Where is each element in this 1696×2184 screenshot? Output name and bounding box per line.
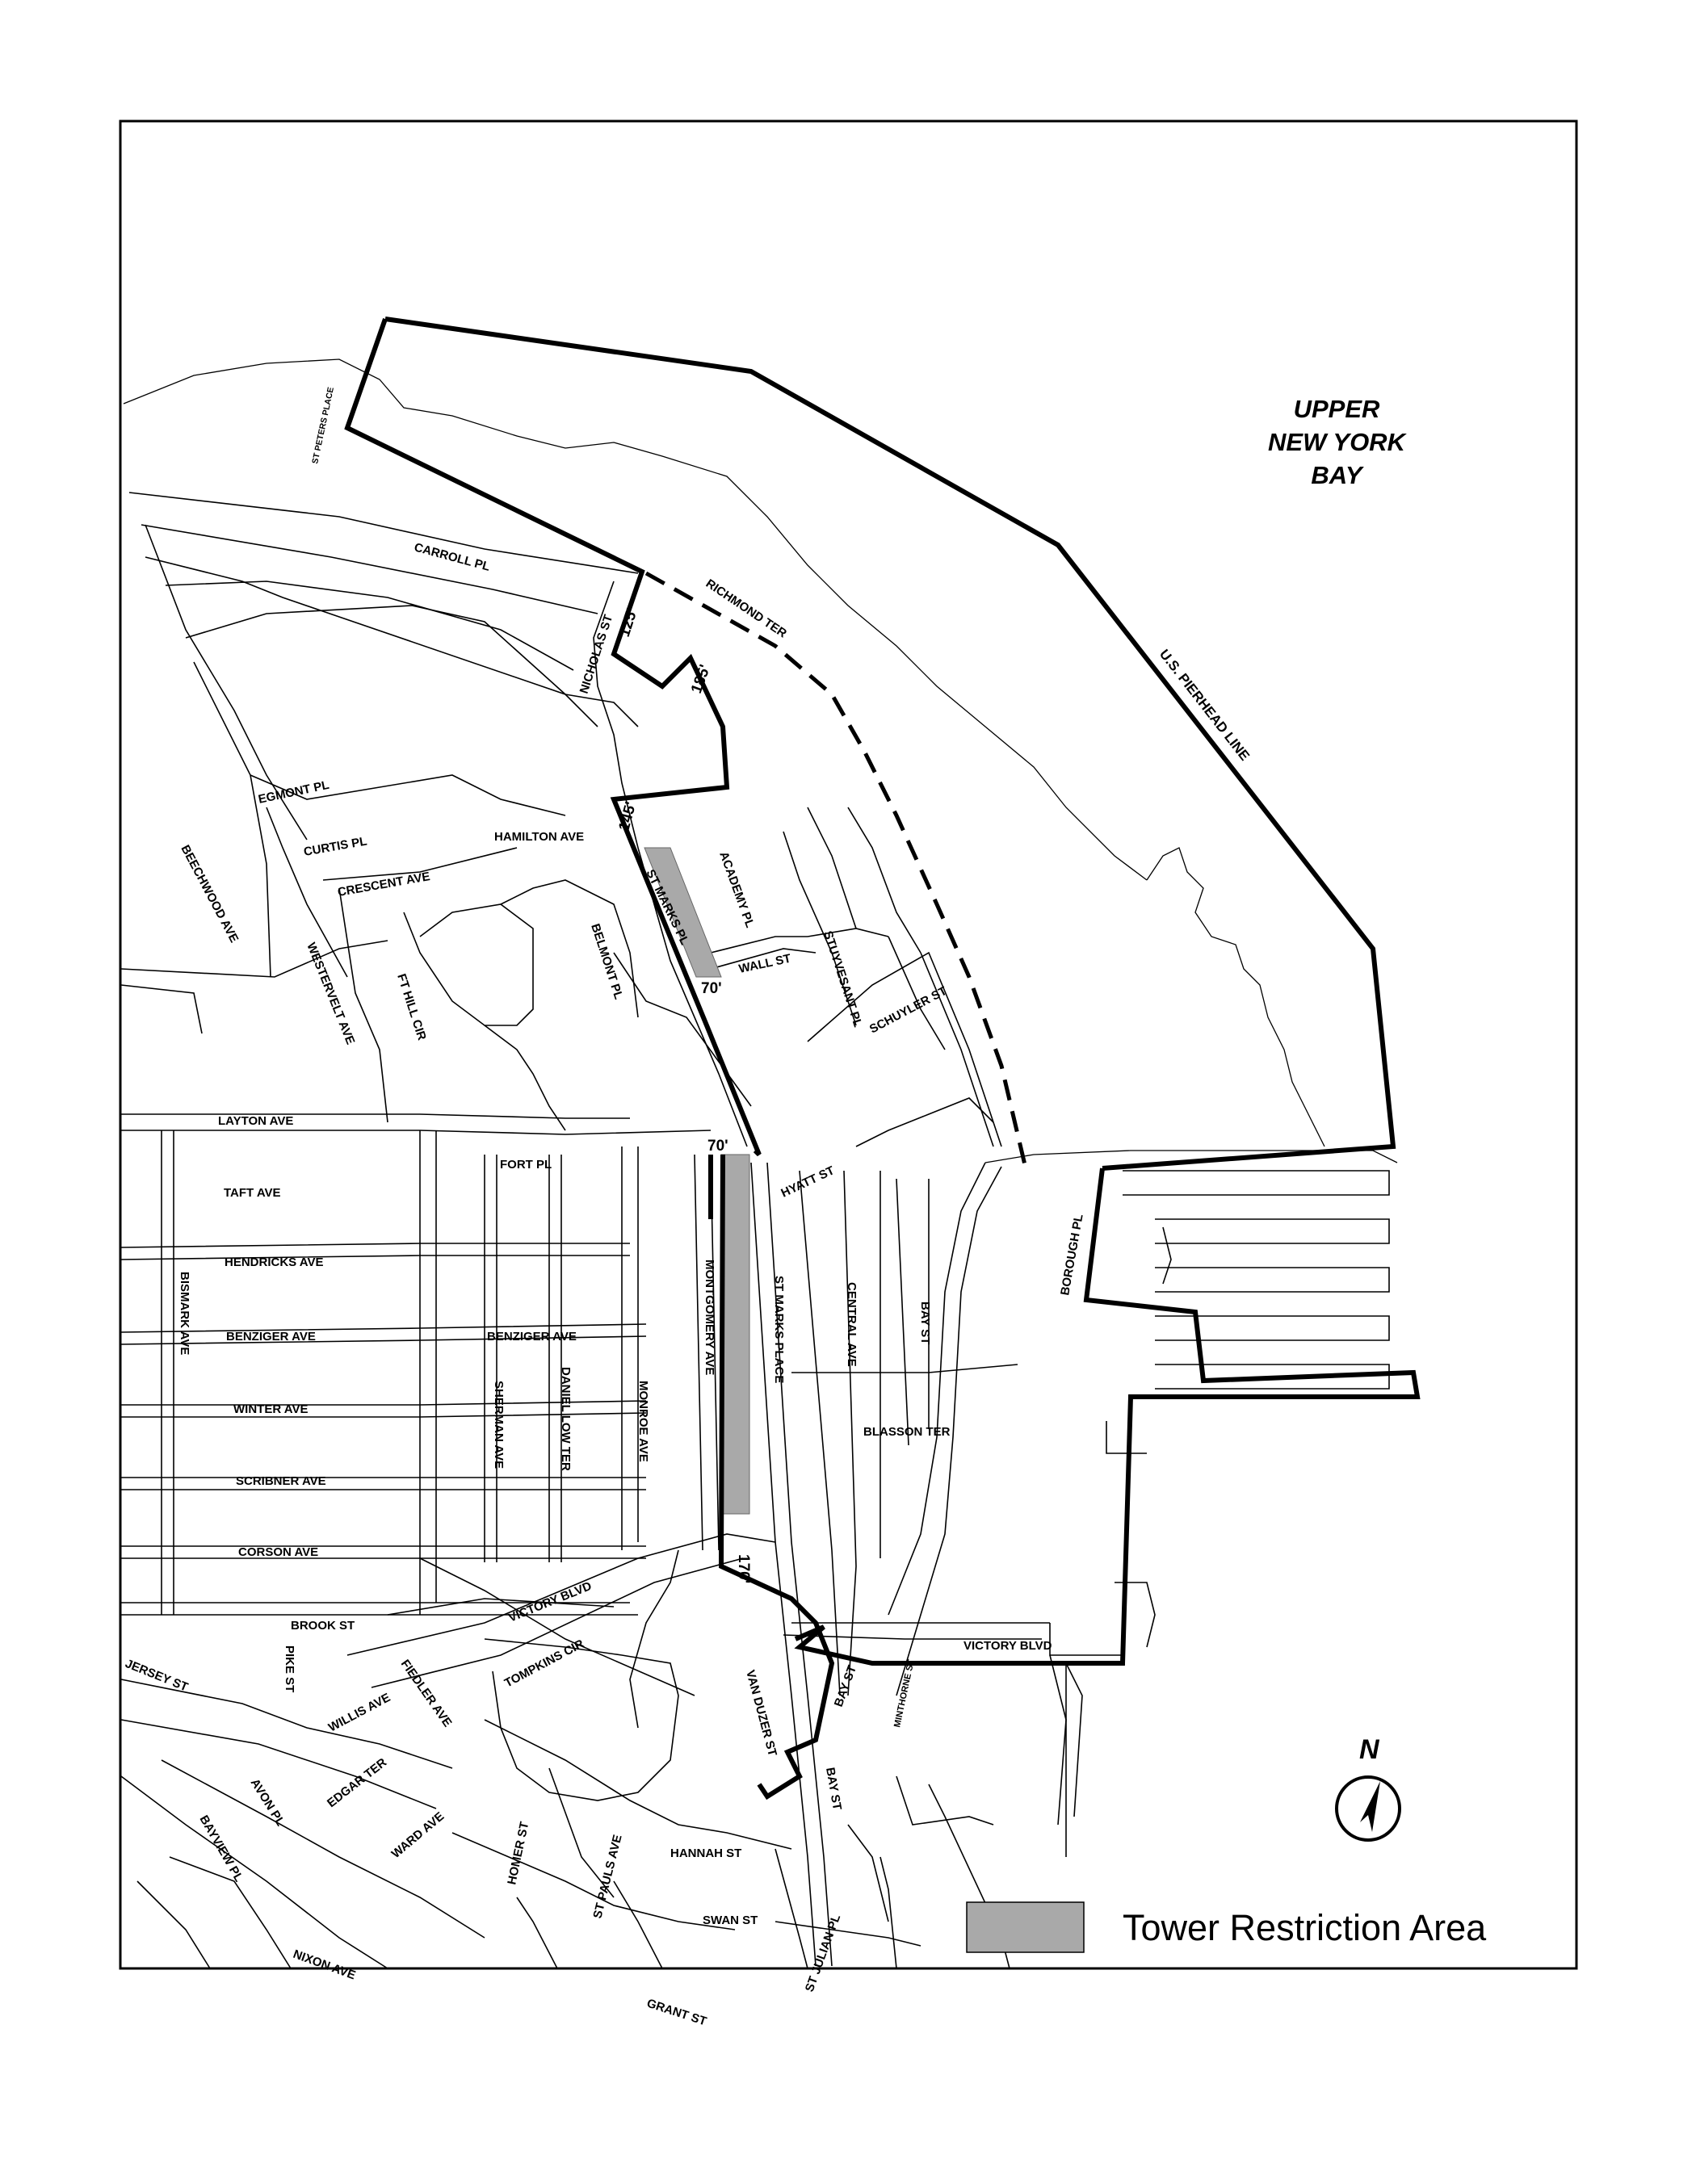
street-label-central-ave: CENTRAL AVE: [845, 1282, 858, 1367]
street-network: [121, 493, 1389, 1968]
street-label-bismark-ave: BISMARK AVE: [178, 1272, 191, 1356]
street-label-layton-ave: LAYTON AVE: [218, 1114, 294, 1128]
street-label-monroe-ave: MONROE AVE: [636, 1381, 650, 1462]
water-label-line-2: NEW YORK: [1268, 428, 1405, 456]
street-label-bay-st-south-1: BAY ST: [831, 1663, 860, 1709]
street-label-edgar-ter: EDGAR TER: [324, 1755, 390, 1811]
street-label-van-duzer-st: VAN DUZER ST: [743, 1668, 779, 1759]
dimension-label-125: 125': [615, 606, 641, 639]
street-label-carroll-pl: CARROLL PL: [412, 540, 492, 574]
street-label-curtis-pl: CURTIS PL: [302, 834, 368, 859]
project-boundary-east: [796, 1168, 1417, 1663]
pier-shoreline: [1147, 848, 1324, 1146]
street-label-hannah-st: HANNAH ST: [670, 1847, 742, 1860]
tower-restriction-areas: [644, 848, 749, 1514]
street-label-tompkins-cir: TOMPKINS CIR: [502, 1637, 587, 1691]
street-label-nicholas-st: NICHOLAS ST: [577, 613, 616, 696]
street-label-sherman-ave: SHERMAN AVE: [492, 1381, 506, 1469]
street-label-st-marks-place: ST MARKS PLACE: [772, 1276, 786, 1384]
street-labels: [124, 386, 1086, 2028]
street-label-stuyvesant-pl: STUYVESANT PL: [821, 929, 865, 1029]
street-label-wall-st: WALL ST: [737, 951, 792, 976]
dimension-label-70-upper: 70': [701, 980, 722, 997]
street-label-fiedler-ave: FIEDLER AVE: [397, 1657, 455, 1730]
dimension-label-145: 145': [615, 799, 640, 833]
street-label-richmond-ter: RICHMOND TER: [703, 576, 789, 641]
street-label-nixon-ave: NIXON AVE: [291, 1947, 358, 1983]
street-label-victory-blvd-west: VICTORY BLVD: [506, 1578, 594, 1625]
street-label-grant-st: GRANT ST: [644, 1996, 708, 2029]
street-label-victory-blvd-east: VICTORY BLVD: [963, 1639, 1052, 1653]
street-label-fort-pl: FORT PL: [500, 1158, 552, 1172]
water-label-line-1: UPPER: [1293, 395, 1380, 423]
pierhead-boundary-line: [347, 319, 759, 1155]
legend-swatch: [967, 1902, 1084, 1952]
street-label-benziger-ave-west: BENZIGER AVE: [226, 1330, 316, 1344]
pierhead-line-label: U.S. PIERHEAD LINE: [1156, 646, 1253, 764]
street-label-blasson-ter: BLASSON TER: [863, 1425, 951, 1439]
north-arrow: [1337, 1734, 1400, 1840]
street-label-bayview-pl: BAYVIEW PL: [196, 1813, 246, 1884]
street-label-hamilton-ave: HAMILTON AVE: [494, 830, 585, 844]
street-label-schuyler-st: SCHUYLER ST: [867, 983, 950, 1037]
street-label-willis-ave: WILLIS AVE: [325, 1691, 393, 1735]
legend: [967, 1902, 1487, 1952]
richmond-ter-dashed-boundary: [646, 573, 1026, 1168]
street-label-egmont-pl: EGMONT PL: [257, 778, 331, 807]
street-label-belmont-pl: BELMONT PL: [588, 921, 626, 1001]
street-label-hendricks-ave: HENDRICKS AVE: [225, 1255, 324, 1269]
north-label: N: [1359, 1734, 1379, 1765]
street-label-swan-st: SWAN ST: [703, 1914, 758, 1927]
street-label-montgomery-ave: MONTGOMERY AVE: [703, 1260, 716, 1376]
street-label-jersey-st: JERSEY ST: [123, 1656, 191, 1695]
street-label-minthorne-st: MINTHORNE ST: [892, 1658, 917, 1729]
street-label-corson-ave: CORSON AVE: [238, 1545, 319, 1559]
street-label-ward-ave: WARD AVE: [388, 1809, 447, 1862]
street-label-ft-hill-cir: FT HILL CIR: [394, 971, 429, 1042]
street-label-st-peters-place: ST PETERS PLACE: [310, 386, 337, 465]
street-label-pike-st: PIKE ST: [283, 1645, 296, 1693]
dimension-label-185: 185': [687, 662, 715, 696]
street-label-benziger-ave-east: BENZIGER AVE: [487, 1330, 577, 1344]
street-label-hyatt-st: HYATT ST: [779, 1163, 837, 1201]
street-label-academy-pl: ACADEMY PL: [716, 849, 758, 930]
street-label-st-marks-pl: ST MARKS PL: [643, 867, 692, 948]
street-label-crescent-ave: CRESCENT AVE: [336, 870, 431, 899]
tower-area-montgomery-ave: [721, 1155, 749, 1514]
legend-label: Tower Restriction Area: [1123, 1907, 1487, 1948]
street-label-scribner-ave: SCRIBNER AVE: [236, 1474, 326, 1488]
street-label-beechwood-ave: BEECHWOOD AVE: [178, 842, 241, 945]
street-label-taft-ave: TAFT AVE: [224, 1186, 281, 1200]
street-label-winter-ave: WINTER AVE: [233, 1402, 309, 1416]
street-label-st-pauls-ave: ST PAULS AVE: [590, 1833, 625, 1920]
dimension-label-170: 170': [735, 1554, 752, 1584]
north-arrow-icon: [1360, 1781, 1380, 1832]
street-label-brook-st: BROOK ST: [291, 1619, 355, 1633]
street-label-borough-pl: BOROUGH PL: [1058, 1213, 1086, 1297]
water-label-line-3: BAY: [1311, 461, 1362, 489]
street-label-bay-st-south-2: BAY ST: [823, 1766, 845, 1812]
street-label-westervelt-ave: WESTERVELT AVE: [304, 941, 358, 1047]
street-label-daniel-low-ter: DANIEL LOW TER: [559, 1367, 573, 1471]
dimension-label-70-lower: 70': [707, 1138, 728, 1155]
street-label-bay-st-north: BAY ST: [918, 1302, 932, 1345]
street-label-homer-st: HOMER ST: [505, 1820, 532, 1886]
street-label-avon-pl: AVON PL: [247, 1776, 288, 1829]
street-label-st-julian-pl: ST JULIAN PL: [802, 1912, 844, 1994]
